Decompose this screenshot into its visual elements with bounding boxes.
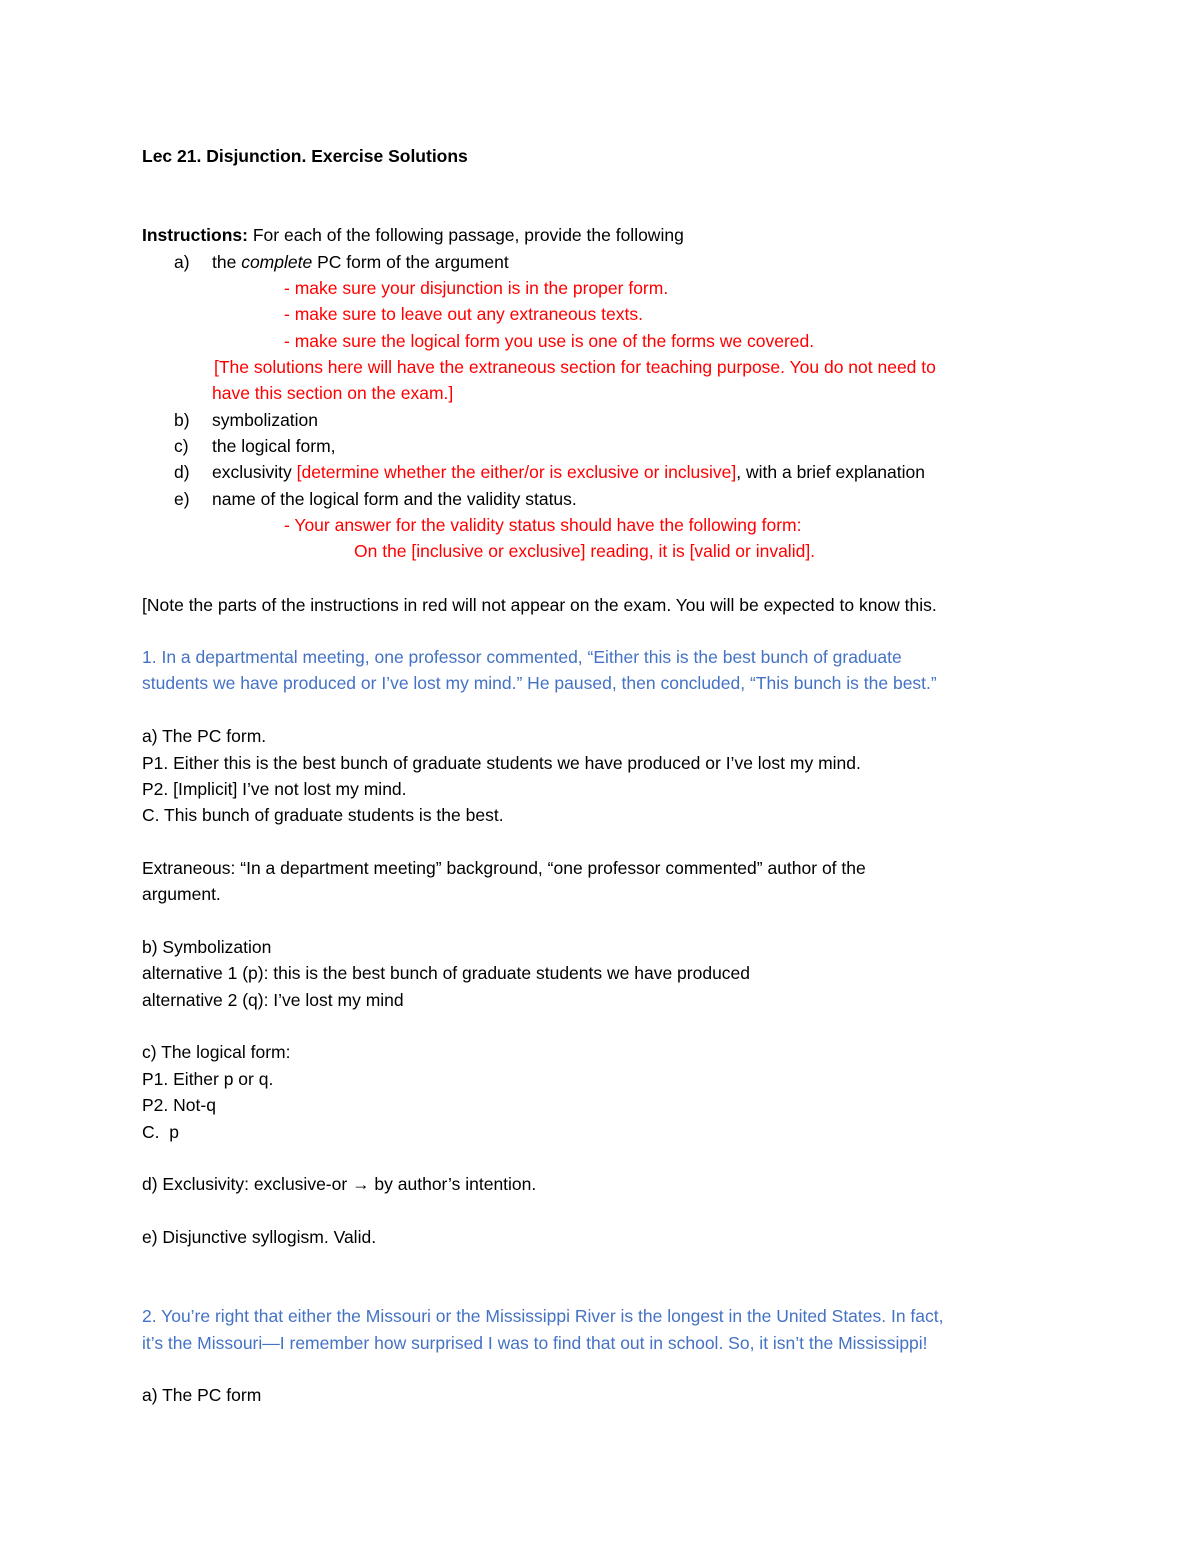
page-title: Lec 21. Disjunction. Exercise Solutions [142,146,468,166]
red-note-a2: - make sure to leave out any extraneous texts. [284,304,643,324]
red-note-a3: - make sure the logical form you use is one of the forms we covered. [284,331,815,351]
ex1-a-c: C. This bunch of graduate students is the best. [142,805,504,825]
ex1-extraneous-line2: argument. [142,884,221,904]
right-arrow-icon: → [352,1174,370,1194]
ex1-c-heading: c) The logical form: [142,1042,291,1062]
item-d-post: , with a brief explanation [736,462,925,482]
instructions-line [142,222,684,248]
ex1-a-p2: P2. [Implicit] I’ve not lost my mind. [142,779,407,799]
red-note-e2: On the [inclusive or exclusive] reading, it is [valid or invalid]. [354,541,816,561]
ex1-a-heading: a) The PC form. [142,726,267,746]
red-note-a1: - make sure your disjunction is in the proper form. [284,278,669,298]
item-a [212,249,509,275]
instructions-label: Instructions: [142,225,248,245]
red-solutions-note-1: [The solutions here will have the extraneous section for teaching purpose. You do not need to [214,357,936,377]
ex2-a-heading: a) The PC form [142,1385,262,1405]
ex1-question-line2: students we have produced or I’ve lost my mind.” He paused, then concluded, “This bunch is the best.” [142,673,937,693]
ex1-a-p1: P1. Either this is the best bunch of graduate students we have produced or I’ve lost my mind. [142,753,861,773]
instructions-footnote: [Note the parts of the instructions in red will not appear on the exam. You will be expected to know this. [142,595,937,615]
red-note-e1: - Your answer for the validity status should have the following form: [284,515,802,535]
item-d-pre: exclusivity [212,462,297,482]
ex1-c-p1: P1. Either p or q. [142,1069,274,1089]
ex1-c-c: C. p [142,1122,179,1142]
ex1-b-heading: b) Symbolization [142,937,272,957]
item-marker-b: b) [174,410,190,430]
item-marker-a: a) [174,252,190,272]
ex1-extraneous-line1: Extraneous: “In a department meeting” background, “one professor commented” author of the [142,858,866,878]
item-a-emph: complete [241,252,313,272]
ex1-d-pre: d) Exclusivity: exclusive-or [142,1174,353,1194]
item-a-post: PC form of the argument [312,252,509,272]
item-a-pre: the [212,252,242,272]
ex1-d-post: by author’s intention. [369,1174,537,1194]
item-marker-d: d) [174,462,190,482]
item-c: the logical form, [212,436,336,456]
ex1-d-exclusivity [142,1171,536,1197]
item-d [212,459,925,485]
item-e: name of the logical form and the validity status. [212,489,577,509]
ex1-b-alt1: alternative 1 (p): this is the best bunch of graduate students we have produced [142,963,751,983]
item-marker-c: c) [174,436,189,456]
ex1-question-line1: 1. In a departmental meeting, one professor commented, “Either this is the best bunch of graduate [142,647,902,667]
ex2-question-line2: it’s the Missouri—I remember how surprised I was to find that out in school. So, it isn’t the Mississippi! [142,1333,928,1353]
ex1-b-alt2: alternative 2 (q): I’ve lost my mind [142,990,404,1010]
item-b: symbolization [212,410,319,430]
item-d-red: [determine whether the either/or is exclusive or inclusive] [296,462,737,482]
ex1-e-form: e) Disjunctive syllogism. Valid. [142,1227,377,1247]
item-marker-e: e) [174,489,190,509]
ex1-c-p2: P2. Not-q [142,1095,216,1115]
ex2-question-line1: 2. You’re right that either the Missouri or the Mississippi River is the longest in the United States. In fact, [142,1306,944,1326]
red-solutions-note-2: have this section on the exam.] [212,383,454,403]
instructions-text: For each of the following passage, provide the following [247,225,684,245]
